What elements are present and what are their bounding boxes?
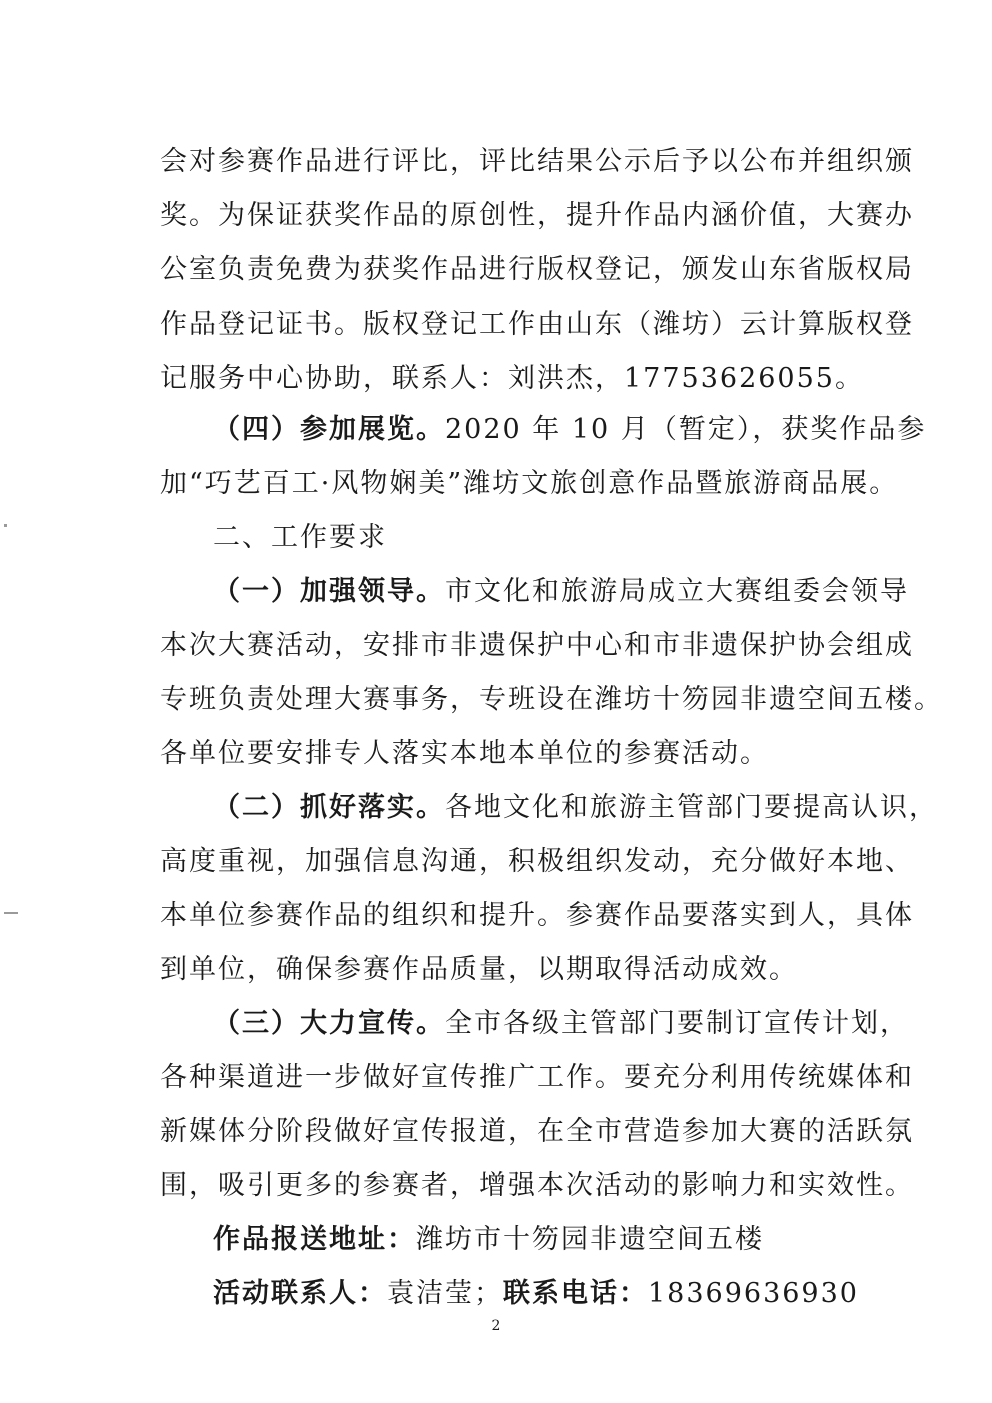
item2-text: 各地文化和旅游主管部门要提高认识，: [445, 792, 938, 823]
item3-text: 全市各级主管部门要制订宣传计划，: [445, 1008, 909, 1039]
address-line: [213, 1220, 853, 1260]
section-title: 二、工作要求: [213, 522, 387, 553]
item2-line: 高度重视，加强信息沟通，积极组织发动，充分做好本地、: [160, 846, 914, 877]
item2-heading: （二）抓好落实。: [213, 792, 445, 823]
contact-label: 活动联系人：: [213, 1278, 387, 1309]
exhibition-heading: （四）参加展览。: [213, 414, 445, 445]
paragraph-line: 公室负责免费为获奖作品进行版权登记，颁发山东省版权局: [160, 254, 914, 285]
phone-label: 联系电话：: [503, 1278, 648, 1309]
item2-line: 到单位，确保参赛作品质量，以期取得活动成效。: [160, 954, 798, 985]
item1-line: 本次大赛活动，安排市非遗保护中心和市非遗保护协会组成: [160, 630, 914, 661]
item1-line: 专班负责处理大赛事务，专班设在潍坊十笏园非遗空间五楼。: [160, 684, 943, 715]
item3-line: 新媒体分阶段做好宣传报道，在全市营造参加大赛的活跃氛: [160, 1116, 914, 1147]
page-number: 2: [491, 1318, 501, 1334]
address-value: 潍坊市十笏园非遗空间五楼: [416, 1224, 764, 1255]
paragraph-line: 作品登记证书。版权登记工作由山东（潍坊）云计算版权登: [160, 309, 914, 340]
exhibition-text: 2020 年 10 月（暂定），获奖作品参: [445, 414, 927, 445]
item2-first-line: [213, 788, 938, 828]
item3-heading: （三）大力宣传。: [213, 1008, 445, 1039]
phone-value: 18369636930: [648, 1278, 859, 1309]
scan-speck: [4, 524, 7, 527]
address-label: 作品报送地址：: [213, 1224, 416, 1255]
item1-heading: （一）加强领导。: [213, 576, 445, 607]
item3-first-line: [213, 1004, 909, 1044]
item1-text: 市文化和旅游局成立大赛组委会领导: [445, 576, 909, 607]
item3-line: 围，吸引更多的参赛者，增强本次活动的影响力和实效性。: [160, 1170, 914, 1201]
item2-line: 本单位参赛作品的组织和提升。参赛作品要落实到人，具体: [160, 900, 914, 931]
exhibition-paragraph-line: 加“巧艺百工·风物娴美”潍坊文旅创意作品暨旅游商品展。: [160, 468, 899, 499]
contact-line: [213, 1274, 859, 1314]
paragraph-line: 奖。为保证获奖作品的原创性，提升作品内涵价值，大赛办: [160, 200, 914, 231]
exhibition-paragraph-first-line: [213, 410, 927, 450]
paragraph-line: 会对参赛作品进行评比，评比结果公示后予以公布并组织颁: [160, 146, 914, 177]
paragraph-line: 记服务中心协助，联系人：刘洪杰，17753626055。: [160, 363, 864, 394]
item1-first-line: [213, 572, 909, 612]
item3-line: 各种渠道进一步做好宣传推广工作。要充分利用传统媒体和: [160, 1062, 914, 1093]
contact-name: 袁洁莹；: [387, 1278, 503, 1309]
scan-speck: [4, 912, 18, 914]
item1-line: 各单位要安排专人落实本地本单位的参赛活动。: [160, 738, 769, 769]
